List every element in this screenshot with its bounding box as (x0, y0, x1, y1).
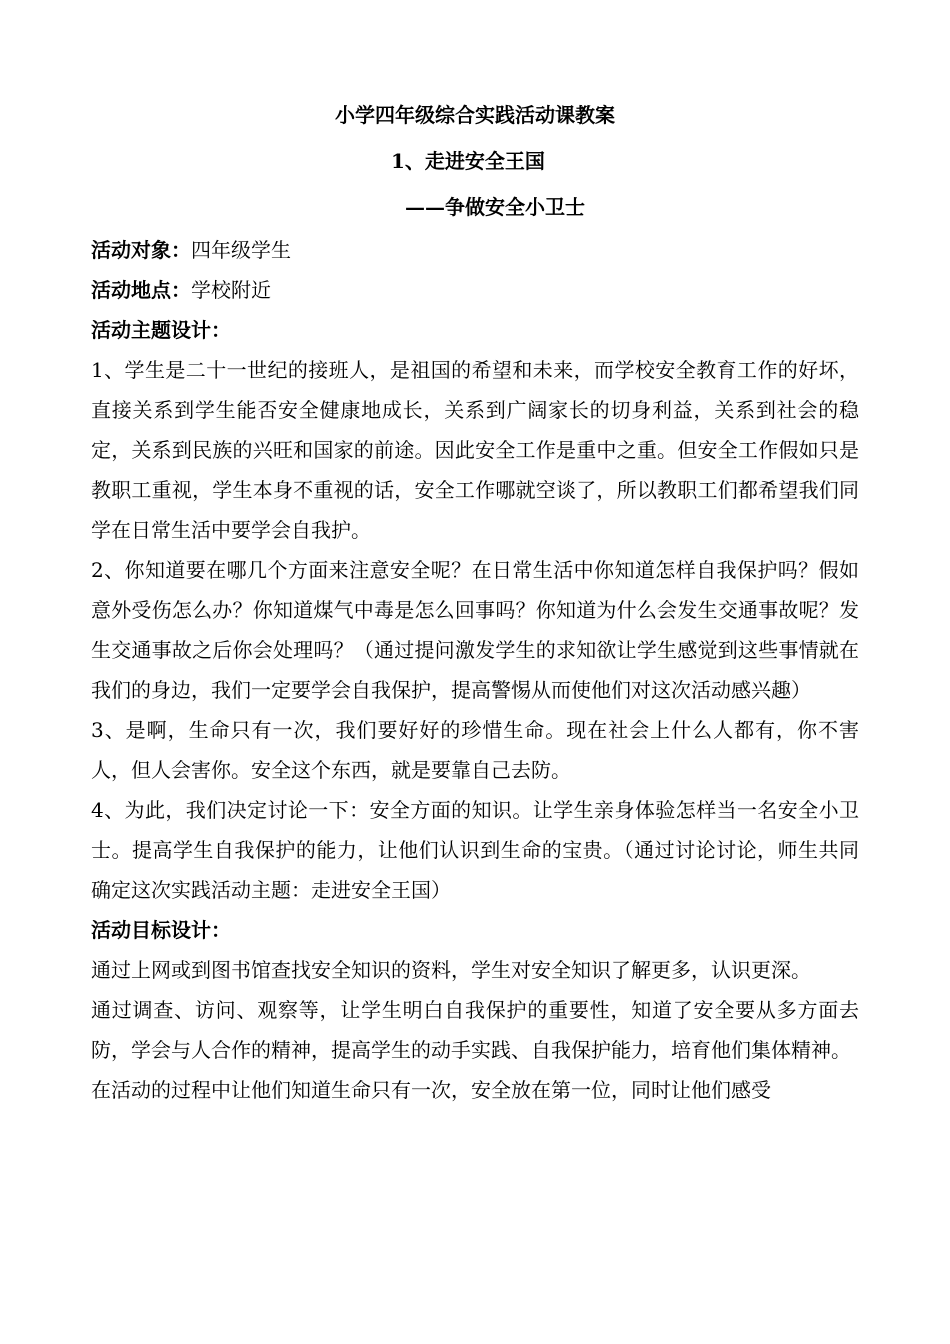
theme-paragraph-2: 2、你知道要在哪几个方面来注意安全呢？在日常生活中你知道怎样自我保护吗？假如意外受伤怎么办？你知道煤气中毒是怎么回事吗？你知道为什么会发生交通事故呢？发生交通事故之后你会处理吗？（通过提问激发学生的求知欲让学生感觉到这些事情就在我们的身边，我们一定要学会自我保护，提高警惕从而使他们对这次活动感兴趣） (91, 558, 859, 702)
theme-paragraph-3: 3、是啊，生命只有一次，我们要好好的珍惜生命。现在社会上什么人都有，你不害人，但人会害你。安全这个东西，就是要靠自己去防。 (91, 718, 859, 782)
field-location-value: 学校附近 (191, 278, 271, 302)
field-target-value: 四年级学生 (191, 238, 291, 262)
theme-paragraph-1: 1、学生是二十一世纪的接班人，是祖国的希望和未来，而学校安全教育工作的好坏，直接关系到学生能否安全健康地成长，关系到广阔家长的切身利益，关系到社会的稳定，关系到民族的兴旺和国家的前途。因此安全工作是重中之重。但安全工作假如只是教职工重视，学生本身不重视的话，安全工作哪就空谈了，所以教职工们都希望我们同学在日常生活中要学会自我护。 (91, 358, 859, 542)
goal-heading: 活动目标设计： (91, 918, 231, 942)
goal-paragraph-2: 通过调查、访问、观察等，让学生明白自我保护的重要性，知道了安全要从多方面去防，学会与人合作的精神，提高学生的动手实践、自我保护能力，培育他们集体精神。 (91, 998, 859, 1062)
document-page (91, 92, 859, 1110)
lesson-title: 1、走进安全王国 (391, 149, 545, 173)
goal-paragraph-3: 在活动的过程中让他们知道生命只有一次，安全放在第一位，同时让他们感受 (91, 1078, 771, 1102)
field-target-label: 活动对象： (91, 238, 191, 262)
field-location (91, 270, 859, 310)
goal-paragraph-1: 通过上网或到图书馆查找安全知识的资料，学生对安全知识了解更多，认识更深。 (91, 958, 811, 982)
theme-paragraph-4: 4、为此，我们决定讨论一下：安全方面的知识。让学生亲身体验怎样当一名安全小卫士。提高学生自我保护的能力，让他们认识到生命的宝贵。（通过讨论讨论，师生共同确定这次实践活动主题：走进安全王国） (91, 798, 859, 902)
document-title: 小学四年级综合实践活动课教案 (335, 103, 615, 127)
theme-heading: 活动主题设计： (91, 318, 231, 342)
field-target (91, 230, 859, 270)
field-location-label: 活动地点： (91, 278, 191, 302)
lesson-slogan: ——争做安全小卫士 (405, 195, 585, 219)
